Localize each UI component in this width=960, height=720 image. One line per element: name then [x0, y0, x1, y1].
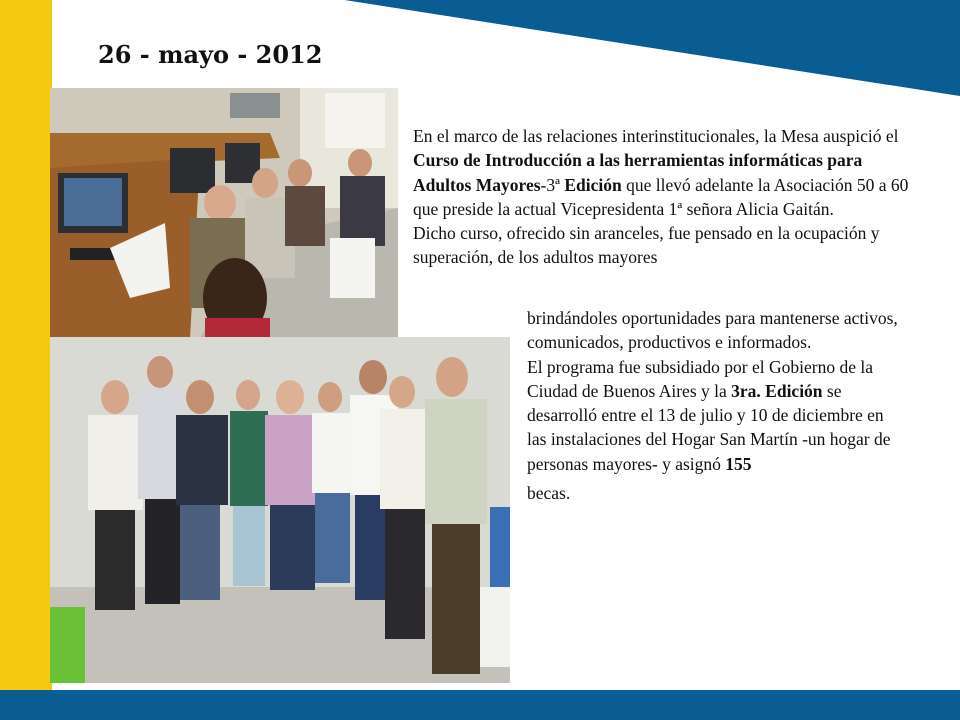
group-photo [50, 337, 510, 683]
program-description: brindándoles oportunidades para mantenerse activos, comunicados, productivos e informados. El programa fue subsidiado por el Gobierno de la Ciudad de Buenos Aires y la 3ra. Edición se desarrolló entre el 13 de julio y 10 de diciembre en las instalaciones del Hogar San Martín -un hogar de personas mayores- y asignó 155 becas. [527, 308, 898, 504]
course-description: En el marco de las relaciones interinstitucionales, la Mesa auspició el Curso de Introducción a las herramientas informáticas para Adultos Mayores-3ª Edición que llevó adelante la Asociación 50 a 60 que preside la actual Vicepresidenta 1ª señora Alicia Gaitán. Dicho curso, ofrecido sin aranceles, fue pensado en la ocupación y superación, de los adultos mayores [413, 126, 909, 268]
computer-class-photo [50, 88, 398, 338]
slide-date: 26 - mayo - 2012 [98, 40, 323, 69]
